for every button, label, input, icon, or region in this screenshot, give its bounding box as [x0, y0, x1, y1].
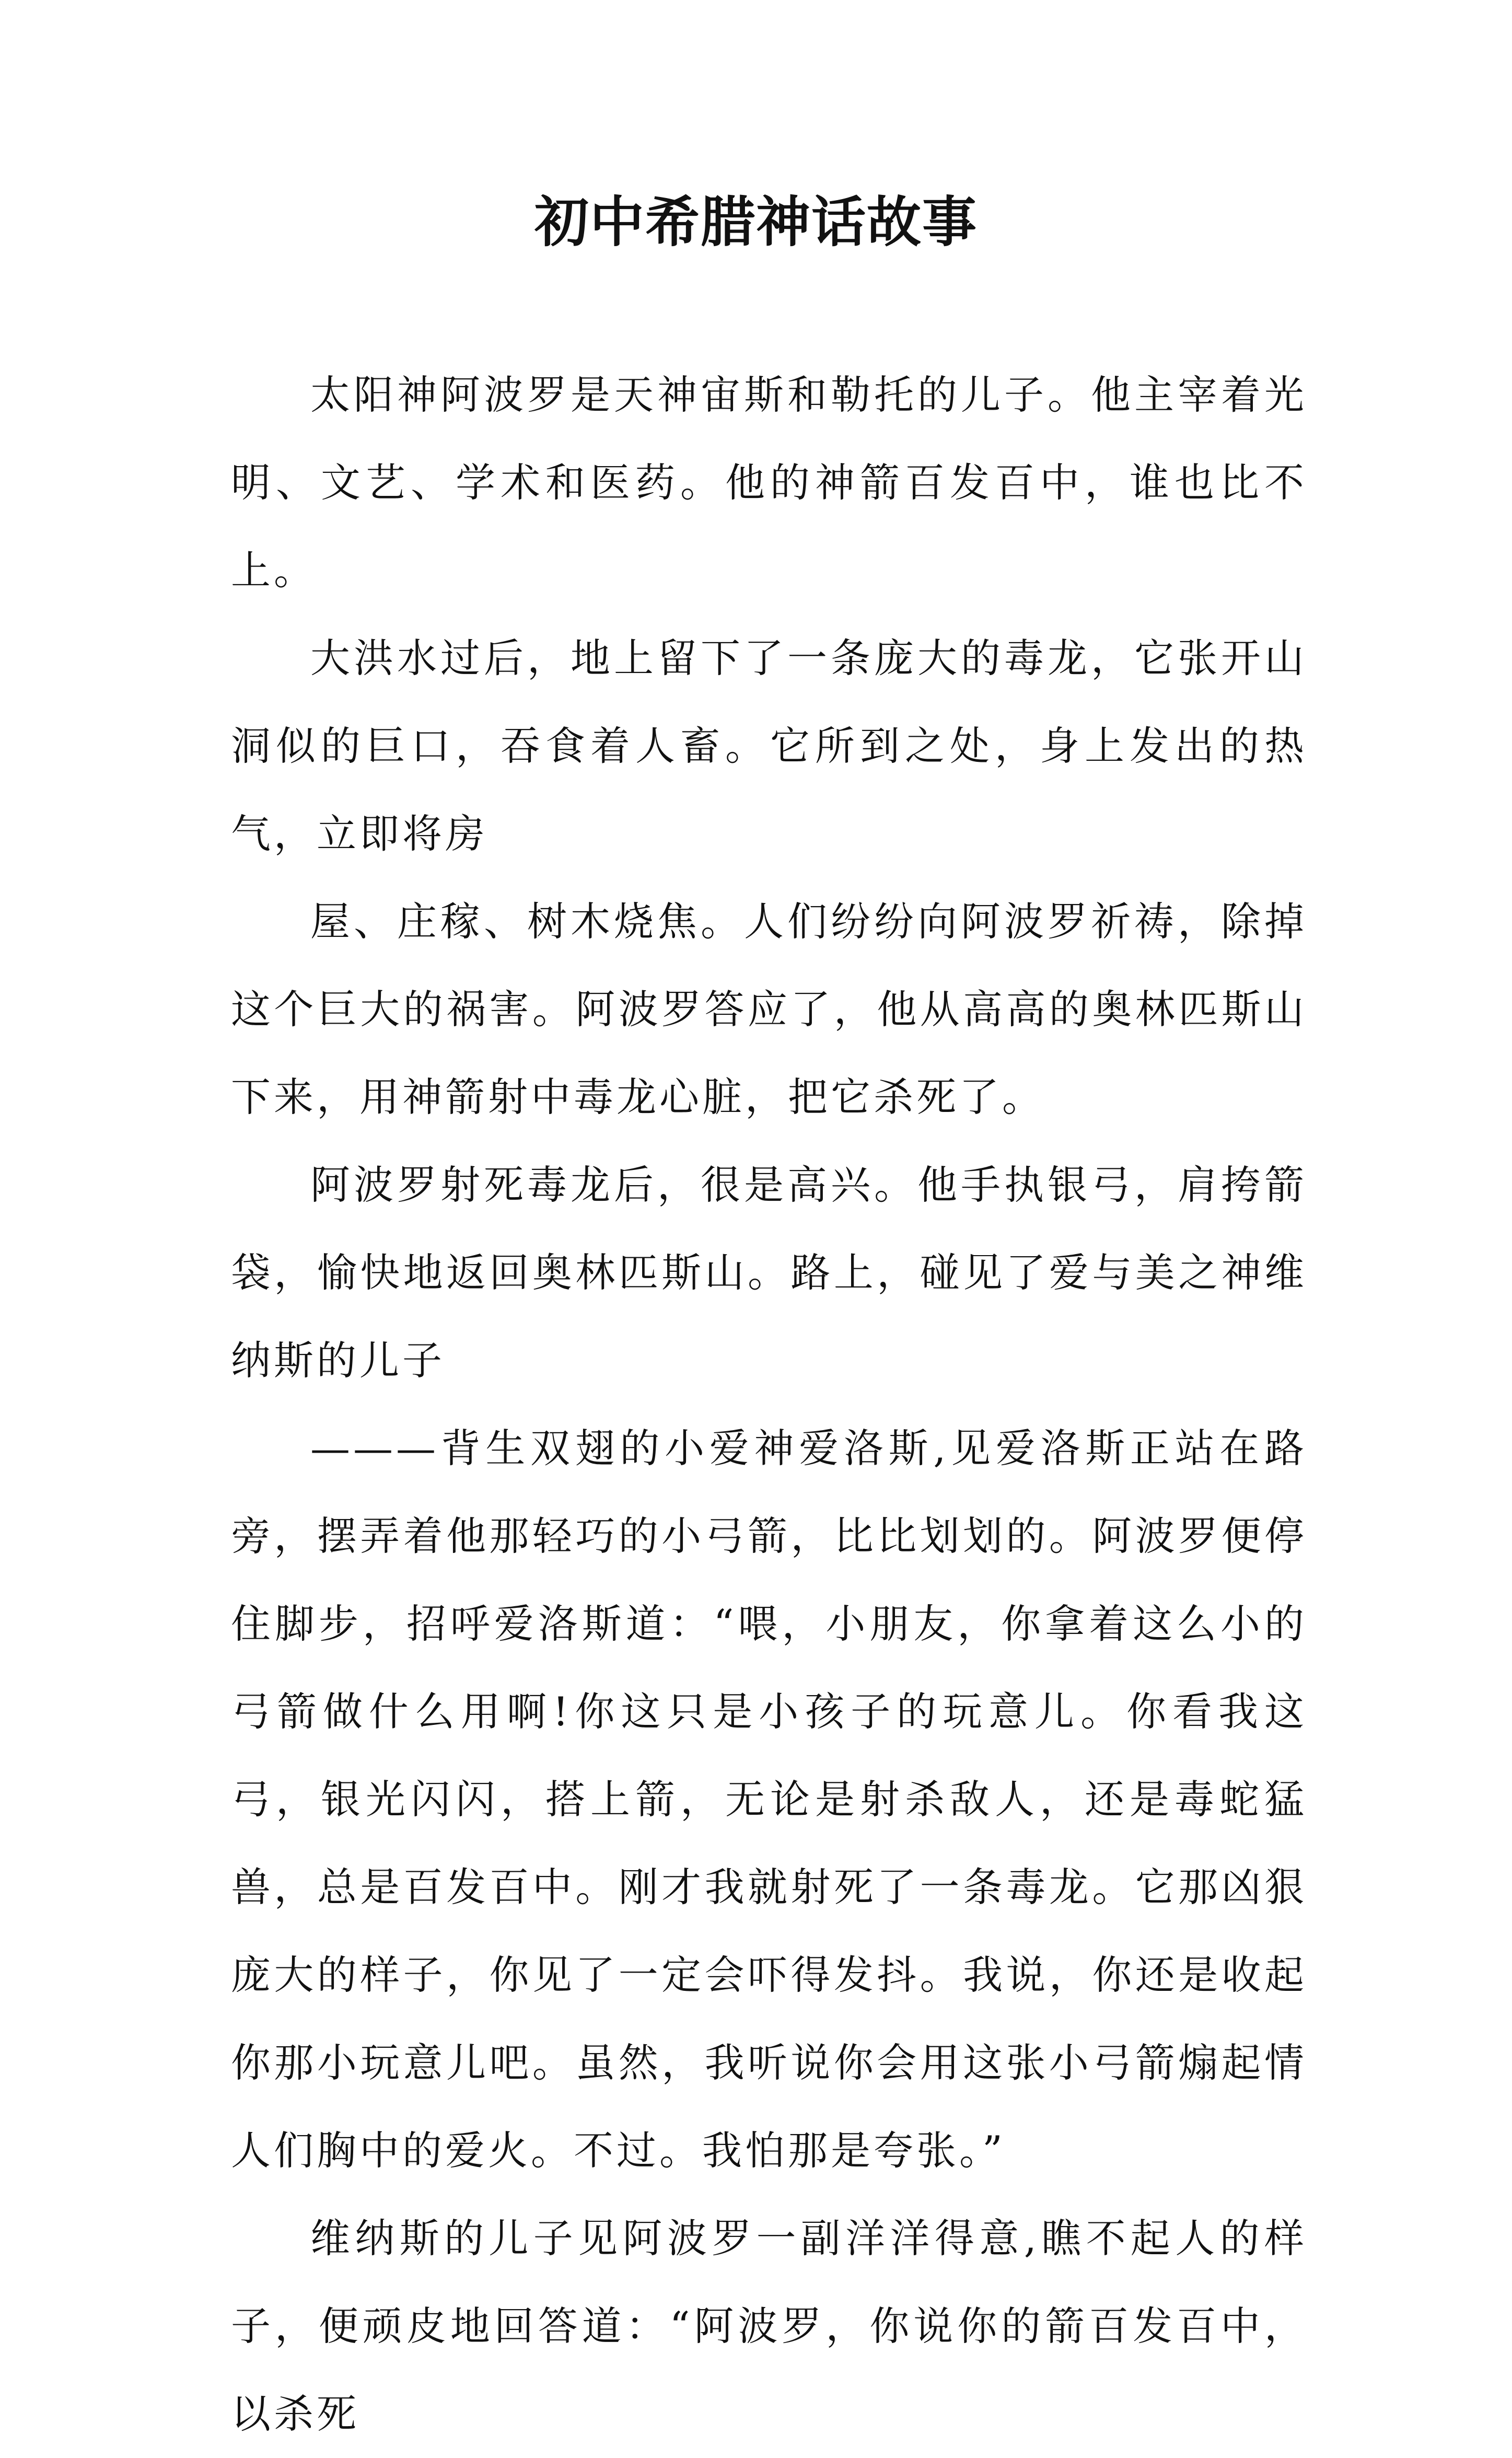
- paragraph: 阿波罗射死毒龙后，很是高兴。他手执银弓，肩挎箭袋，愉快地返回奥林匹斯山。路上，碰见了爱与美之神维纳斯的儿子: [231, 1162, 1307, 1384]
- paragraph: 维纳斯的儿子见阿波罗一副洋洋得意,瞧不起人的样子，便顽皮地回答道：“阿波罗，你说你的箭百发百中，以杀死: [231, 2215, 1307, 2437]
- paragraph: 太阳神阿波罗是天神宙斯和勒托的儿子。他主宰着光明、文艺、学术和医药。他的神箭百发百中，谁也比不上。: [231, 372, 1307, 594]
- paragraph: ———背生双翅的小爱神爱洛斯,见爱洛斯正站在路旁，摆弄着他那轻巧的小弓箭，比比划划的。阿波罗便停住脚步，招呼爱洛斯道：“喂，小朋友，你拿着这么小的弓箭做什么用啊!你这只是小孩子的玩意儿。你看我这弓，银光闪闪，搭上箭，无论是射杀敌人，还是毒蛇猛兽，总是百发百中。刚才我就射死了一条毒龙。它那凶狠庞大的样子，你见了一定会吓得发抖。我说，你还是收起你那小玩意儿吧。虽然，我听说你会用这张小弓箭煽起情人们胸中的爱火。不过。我怕那是夸张。”: [231, 1425, 1307, 2174]
- paragraph: 屋、庄稼、树木烧焦。人们纷纷向阿波罗祈祷，除掉这个巨大的祸害。阿波罗答应了，他从高高的奥林匹斯山下来，用神箭射中毒龙心脏，把它杀死了。: [231, 898, 1307, 1120]
- paragraph: 大洪水过后，地上留下了一条庞大的毒龙，它张开山洞似的巨口，吞食着人畜。它所到之处，身上发出的热气，立即将房: [231, 635, 1307, 857]
- document-title: 初中希腊神话故事: [534, 190, 978, 254]
- document-body: [231, 351, 1307, 2458]
